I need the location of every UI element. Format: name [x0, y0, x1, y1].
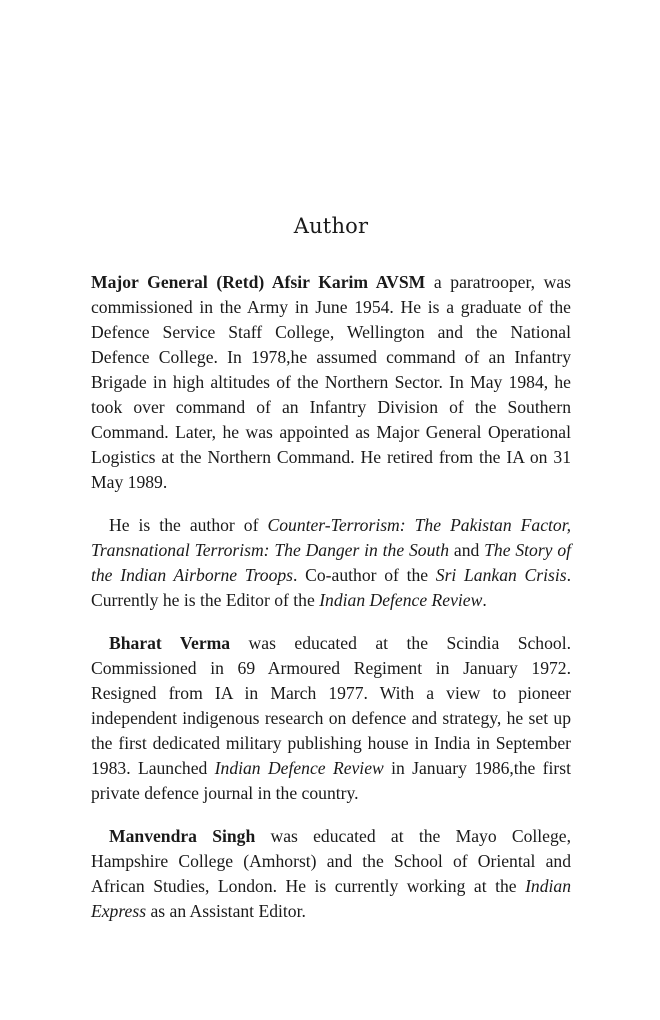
verma-text-1: was educated at the Scindia School. Commissioned in 69 Armoured Regiment in January 1972. Resigned from IA in March 1977. With a view to pioneer independent indigenous research on defence and strategy, he set up the first dedicated military publishing house in India in September 1983. Launched — [91, 633, 571, 778]
works-end: . — [482, 590, 487, 610]
karim-name: Major General (Retd) Afsir Karim AVSM — [91, 272, 426, 292]
works-editor: . Currently he is the Editor of the — [91, 565, 571, 610]
works-intro: He is the author of — [109, 515, 268, 535]
singh-name: Manvendra Singh — [109, 826, 256, 846]
karim-bio-text: a paratrooper, was commissioned in the Army in June 1954. He is a graduate of the Defence Service Staff College, Wellington and the National Defence College. In 1978,he assumed command of an Infantry Brigade in high altitudes of the Northern Sector. In May 1984, he took over command of an Infantry Division of the Southern Command. Later, he was appointed as Major General Operational Logistics at the Northern Command. He retired from the IA on 31 May 1989. — [91, 272, 572, 492]
author-page — [91, 214, 571, 942]
works-coauthor: . Co-author of the — [293, 565, 436, 585]
singh-bio — [91, 824, 571, 924]
verma-text-2: in January 1986,the first private defence journal in the country. — [91, 758, 571, 803]
verma-bio — [91, 631, 571, 806]
singh-text-1: was educated at the Mayo College, Hampshire College (Amhorst) and the School of Oriental and African Studies, London. He is currently working at the — [91, 826, 571, 896]
karim-works — [91, 513, 571, 613]
works-book-1: Counter-Terrorism: The Pakistan Factor, Transnational Terrorism: The Danger in the South — [91, 515, 571, 560]
works-book-2: The Story of the Indian Airborne Troops — [91, 540, 572, 585]
page-title: Author — [293, 214, 369, 238]
verma-name: Bharat Verma — [109, 633, 231, 653]
verma-journal: Indian Defence Review — [214, 758, 384, 778]
works-journal: Indian Defence Review — [319, 590, 483, 610]
works-book-3: Sri Lankan Crisis — [435, 565, 567, 585]
works-and: and — [449, 540, 485, 560]
karim-bio — [91, 270, 571, 495]
singh-text-2: as an Assistant Editor. — [146, 901, 306, 921]
singh-paper: Indian Express — [91, 876, 571, 921]
